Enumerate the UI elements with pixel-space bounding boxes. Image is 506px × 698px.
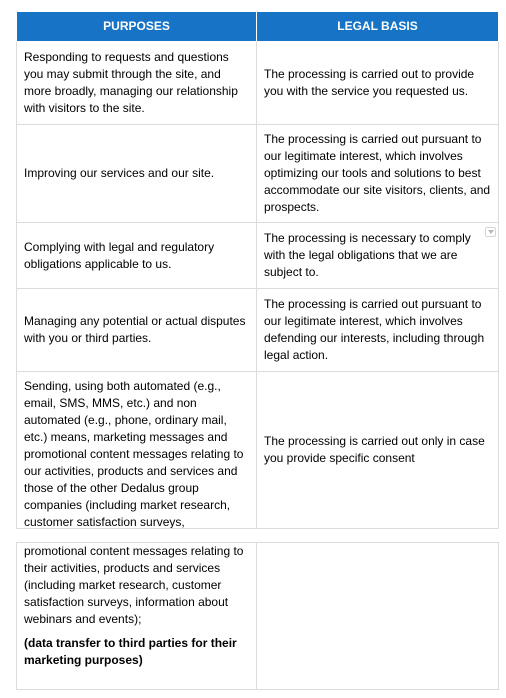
legal-basis-cell: The processing is carried out pursuant to our legitimate interest, which involves defending our interests, including through legal action. (257, 289, 499, 372)
header-purposes: PURPOSES (17, 12, 257, 42)
purposes-legal-basis-table (16, 11, 499, 529)
purpose-continued-bold-note: (data transfer to third parties for their marketing purposes) (24, 636, 237, 667)
table-row (17, 372, 499, 529)
dropdown-marker-icon[interactable] (485, 227, 496, 237)
header-legal-basis: LEGAL BASIS (257, 12, 499, 42)
table-row (17, 42, 499, 125)
table-row (17, 289, 499, 372)
table-row (17, 543, 499, 690)
purposes-table-continuation (16, 542, 499, 690)
purpose-cell: Responding to requests and questions you may submit through the site, and more broadly, managing our relationship with visitors to the site. (17, 42, 257, 125)
purpose-text: Sending, using both automated (e.g., email, SMS, MMS, etc.) and non automated (e.g., phone, ordinary mail, etc.) means, marketing messages and promotional content messages relating to our activities, products and services and those of the other Dedalus group companies (including market research, customer satisfaction surveys, (24, 379, 244, 528)
purpose-cell: Managing any potential or actual disputes with you or third parties. (17, 289, 257, 372)
table-row (17, 223, 499, 289)
clipped-text-container (24, 372, 249, 528)
table-header-row (17, 12, 499, 42)
purpose-continued-text: promotional content messages relating to their activities, products and services (including market research, customer satisfaction surveys, information about webinars and events); (24, 544, 244, 626)
purpose-cell-clipped (17, 372, 257, 529)
table-row (17, 125, 499, 223)
purpose-cell: Improving our services and our site. (17, 125, 257, 223)
legal-basis-cell: The processing is carried out to provide you with the service you requested us. (257, 42, 499, 125)
legal-basis-cell: The processing is carried out only in case you provide specific consent (257, 372, 499, 529)
purpose-cell: Complying with legal and regulatory obligations applicable to us. (17, 223, 257, 289)
legal-basis-cell-empty (257, 543, 499, 690)
legal-basis-cell: The processing is necessary to comply with the legal obligations that we are subject to. (257, 223, 499, 289)
purpose-cell-continued (17, 543, 257, 690)
legal-basis-cell: The processing is carried out pursuant to our legitimate interest, which involves optimizing our tools and solutions to best accommodate our site visitors, clients, and prospects. (257, 125, 499, 223)
